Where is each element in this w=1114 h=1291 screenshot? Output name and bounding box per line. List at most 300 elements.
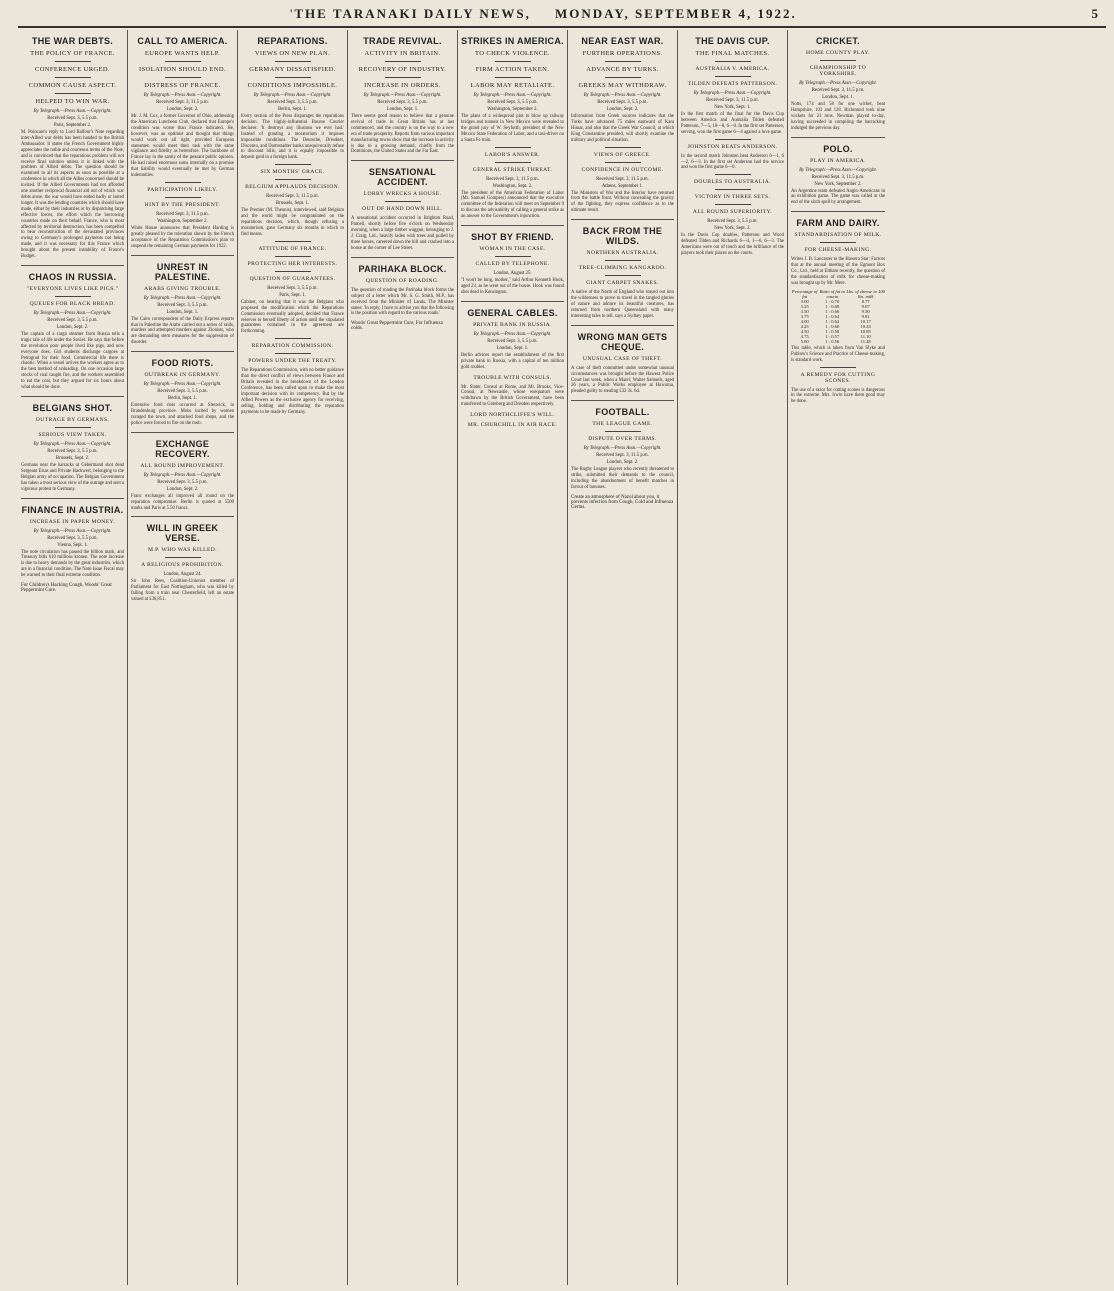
article-body: A case of theft committed under somewhat unusual circumstances was brought before the Hawera Police Court last week, when a Maori, Walter Samuels, aged 26 years, a Public Works employee at Hawarua, pleaded guilty to stealing £32 3s. 6d. — [571, 365, 674, 395]
article-labors-answer — [461, 152, 564, 221]
article-body: A sensational accident occurred in Brighton Road, Parnell, shortly before five o'clock on Wednesday morning, when a large timber waggon, belonging to J. J. Craig, Ltd., heavily laden with trees and pulled by three horses, careered down the hill and crashed into a house at the corner of Lee Street. — [351, 216, 454, 251]
table-cell: 5.00 — [800, 338, 809, 344]
subheading: QUESTION OF GUARANTEES. — [249, 275, 336, 282]
advertisement: Woods' Great Peppermint Cure, For Influenza colds. — [351, 321, 443, 332]
received-line: Received Sept. 3, 5.5 p.m. — [267, 285, 318, 291]
subheading: HINT BY THE PRESIDENT. — [144, 201, 221, 208]
article-participation — [131, 187, 234, 250]
article-davis-cup — [681, 36, 784, 136]
credit-line: By Telegraph.—Press Assn.—Copyright. — [583, 446, 662, 452]
subheading: INCREASE IN PAPER MONEY. — [29, 518, 116, 525]
masthead — [0, 6, 1114, 20]
divider — [21, 498, 124, 499]
column-5 — [458, 30, 568, 1285]
column-1 — [18, 30, 128, 1285]
table-cell: 1 : 0.56 — [825, 338, 840, 344]
table-cell: 1 : 0.70 — [825, 298, 840, 304]
subheading: CHAMPIONSHIP TO YORKSHIRE. — [809, 65, 867, 77]
headline: FOOD RIOTS. — [151, 358, 214, 369]
received-line: Received Sept. 3, 11.5 p.m. — [596, 453, 649, 459]
received-line: Received Sept. 3, 5.5 p.m. — [597, 100, 648, 105]
separator — [820, 242, 856, 243]
divider — [131, 516, 234, 517]
separator — [275, 256, 311, 257]
separator — [605, 260, 641, 261]
subheading: VIEWS OF GREECE. — [593, 151, 652, 158]
subheading: THE POLICY OF FRANCE. — [30, 50, 115, 57]
dateline: Berlin, Sept. 1. — [278, 107, 307, 112]
received-line: Received Sept. 3, 5.5 p.m. — [157, 389, 208, 395]
dateline: Brussels, Sept. 1. — [275, 201, 310, 207]
article-reparation-commission — [241, 343, 344, 415]
headline: PARIHAKA BLOCK. — [358, 263, 447, 274]
dateline: London, Sept. 2. — [166, 107, 199, 112]
separator — [715, 76, 751, 77]
subheading: PRIVATE BANK IN RUSSIA. — [473, 321, 552, 328]
subheading: THE LEAGUE GAME. — [592, 421, 653, 428]
subheading: TILDEN DEFEATS PATTERSON. — [687, 81, 778, 87]
table-cell: 3.00 — [800, 298, 809, 304]
received-line: Received Sept. 3, 5.5 p.m. — [157, 302, 208, 308]
article-body: Extensive food riots occurred at Sleswick, in Brandenburg province. Mobs incited by women ravaged the town, and attacked food shops, and the police were forced to fire on the mob. — [131, 403, 234, 426]
headline: CRICKET. — [816, 36, 860, 46]
dateline: Athens, September 1. — [601, 183, 644, 189]
dateline: London, Sept. 1. — [822, 95, 854, 100]
divider — [461, 301, 564, 302]
dateline: London, Sept. 1. — [496, 345, 529, 351]
dateline: New York, Sept. 1. — [714, 105, 751, 110]
subheading: OUTBREAK IN GERMANY. — [144, 372, 221, 379]
dateline: London, Sept. 1. — [386, 107, 419, 112]
article-body: Mr. J. M. Cox, a former Governor of Ohio, addressing the American Luncheon Club, declared that Europe's condition was worse than France indicated. He, however, was an optimist and thought that things would work out all right, provided European statesmen would meet their task with the same vigilance and fidelity as heretofore. The backbone of France lay in the sanity of the peasant public opinion. He had raised enormous sums internally on a promise that liability would eventually be met by German indemnities. — [131, 114, 234, 179]
subheading: COMMON CAUSE ASPECT. — [28, 82, 117, 89]
cheese-yield-table — [791, 289, 885, 344]
headline: FARM AND DAIRY. — [796, 218, 880, 229]
page-number: 5 — [1091, 6, 1100, 21]
received-line: Received Sept. 3, 5.5 p.m. — [47, 449, 98, 454]
article-body: "I won't be long, mother," said Arthur Kenneth Hook, aged 23, as he went out of the house. Hook was found shot dead in Kensington. — [461, 278, 564, 295]
subheading: ACTIVITY IN BRITAIN. — [364, 50, 441, 57]
subheading: PLAY IN AMERICA. — [810, 157, 866, 164]
subheading: WOMAN IN THE CASE. — [479, 246, 546, 253]
dateline: Berlin, Sept. 1. — [168, 396, 197, 402]
headline: POLO. — [823, 143, 853, 154]
subheading: ALL ROUND IMPROVEMENT. — [140, 462, 225, 469]
separator — [715, 61, 751, 62]
article-body: The captain of a cargo steamer from Russia tells a tragic tale of life under the Soviet. He says that before the revolution poor people lived like pigs, and now everyone does. Girl students discharge cargoes at Petrograd for their food. Commercial life there is chaotic. When a vessel arrives the workers agree as to the best method of unloading. On one occasion large stocks of coal caught fire, and the workers assembled to eat the coal, but they argued for six hours about what should be done. — [21, 331, 124, 391]
article-body: Sir John Rees, Coalition-Unionist member of Parliament for East Nottingham, who was killed by falling from a train near Chesterfield, left an estate valued at £36,851. — [131, 579, 234, 603]
dateline: Washington, Sept. 2. — [492, 183, 533, 189]
table-cell: 3.50 — [800, 308, 809, 314]
credit-line: By Telegraph.—Press Assn.—Copyright. — [33, 442, 112, 447]
article-farm-and-dairy — [791, 218, 885, 363]
article-doubles — [681, 179, 784, 257]
article-near-east-war — [571, 36, 674, 144]
separator — [715, 204, 751, 205]
subheading: TREE-CLIMBING KANGAROO. — [578, 265, 667, 272]
headline: SHOT BY FRIEND. — [471, 232, 554, 243]
separator — [55, 296, 91, 297]
column-4 — [348, 30, 458, 1285]
subheading: AUSTRALIA V. AMERICA. — [695, 66, 770, 72]
dateline: London, Sept. 2. — [606, 460, 639, 466]
received-line: Received Sept. 3, 5.5 p.m. — [487, 338, 538, 344]
headline: CHAOS IN RUSSIA. — [28, 271, 117, 282]
masthead-rule — [18, 26, 1106, 28]
credit-line: By Telegraph.—Press Assn.—Copyright. — [363, 93, 442, 98]
article-six-months-grace — [241, 169, 344, 238]
separator — [275, 353, 311, 354]
headline: REPARATIONS. — [257, 36, 328, 46]
divider — [791, 211, 885, 212]
article-body: The Cairo correspondent of the Daily Express reports that in Palestine the Arabs carried out a series of raids, murders and attempted murders against Zionists, who are demanding stern measures for the suppression of disorder. — [131, 316, 234, 346]
separator — [715, 139, 751, 140]
headline: WRONG MAN GETS CHEQUE. — [577, 331, 668, 352]
table-cell: 1 : 0.57 — [825, 333, 840, 339]
table-header: Ratio of fat to casein — [819, 288, 846, 299]
article-belgians-shot — [21, 403, 124, 493]
article-war-debts — [21, 36, 124, 260]
separator — [385, 61, 421, 62]
article-body: White House announces that President Harding is greatly pleased by the toleration shown by the French acceptance of the Reparation Commission's plan to suspend the remaining German payments for 1922. — [131, 225, 234, 249]
subheading: LORRY WRECKS A HOUSE. — [363, 191, 442, 198]
dateline: London, August 24. — [163, 572, 202, 578]
subheading: QUESTION OF ROADING. — [365, 277, 440, 284]
table-cell: 9.07 — [861, 303, 870, 309]
article-body: Information from Greek sources indicates that the Turks have advanced 75 miles eastward of Kara Hissar, and also that the Greek War Council, at which King Constantine presided, will shortly examine the military and political situation. — [571, 114, 674, 143]
subheading: LABOR'S ANSWER. — [484, 151, 541, 158]
subheading: CONFIDENCE IN OUTCOME. — [581, 166, 664, 173]
subheading: LABOR MAY RETALIATE. — [470, 82, 555, 89]
table-row — [791, 339, 885, 344]
received-line: Received Sept. 3, 5.5 p.m. — [707, 219, 758, 225]
table-cell: 4.00 — [800, 318, 809, 324]
headline: FOOTBALL. — [595, 407, 650, 418]
subheading: ARABS GIVING TROUBLE. — [144, 285, 221, 292]
subheading: JOHNSTON BEATS ANDERSON. — [687, 143, 778, 150]
subheading: THE FINAL MATCHES. — [695, 50, 770, 57]
headline: TRADE REVIVAL. — [363, 36, 442, 46]
article-body: Berlin advices report the establishment of the first private bank in Russia, with a capital of ten million gold roubles. — [461, 352, 564, 370]
headline: STRIKES IN AMERICA. — [461, 36, 564, 46]
subheading: VIEWS ON NEW PLAN. — [254, 50, 331, 57]
credit-line: By Telegraph.—Press Assn.—Copyright. — [33, 310, 112, 316]
article-body: A native of the North of England who stayed out into the wilderness to prove to travel in the tangled glories of nature and admire its beautiful creatures, has returned from northern Queensland with many interesting tales to tell, says a Sydney paper. — [571, 290, 674, 319]
article-body: An Argentine team defeated Anglo-Americans in an exhibition game. The game was called at the end of the sixth spell by arrangement. — [791, 188, 885, 206]
table-cell: 4.50 — [800, 328, 809, 334]
subheading: INCREASE IN ORDERS. — [364, 82, 441, 89]
article-body: The question of roading the Parihaka block forms the subject of a letter which Mr. S. G. Smith, M.P., has received from the Minister of Lands. The Minister states: 'In reply, I have to advise you that the following is the position with regard to the various roads.' — [351, 287, 454, 317]
article-body: Every section of the Press disparages the reparations decision. The highly-influential Bourse Courier declares: 'It destroys any illusions we ever had.' Instead of granting a moratorium it imposes impossible conditions. The Deutsche, Dresdner, Disconto, and Darmstadter banks unequivocally refuse to discount bills, and it is equally impossible to deposit gold in a foreign bank. — [241, 114, 344, 161]
table-header-row — [791, 289, 885, 299]
credit-line: By Telegraph.—Press Assn.—Copyright. — [33, 528, 112, 534]
subheading: M.P. WHO WAS KILLED. — [147, 547, 217, 554]
subheading: DISPUTE OVER TERMS. — [588, 436, 657, 443]
received-line: Received Sept. 3, 11.5 p.m. — [156, 211, 209, 217]
separator — [275, 179, 311, 180]
subheading: CALLED BY TELEPHONE. — [475, 261, 550, 268]
subheading: GIANT CARPET SNAKES. — [586, 280, 659, 287]
subheading: A REMEDY FOR CUTTING SCONES. — [800, 371, 876, 384]
subheading: HOME COUNTY PLAY. — [806, 50, 870, 56]
table-cell: 9.81 — [861, 313, 870, 319]
separator — [495, 147, 531, 148]
credit-line: By Telegraph.—Press Assn.—Copyright. — [799, 81, 877, 86]
dateline: London, August 25. — [493, 271, 532, 277]
table-cell: 1 : 0.66 — [825, 308, 840, 314]
headline: WILL IN GREEK VERSE. — [146, 523, 219, 544]
received-line: Received Sept. 3, 5.5 p.m. — [487, 100, 538, 105]
subheading: "EVERYONE LIVES LIKE PIGS." — [26, 285, 119, 292]
separator — [605, 275, 641, 276]
table-cell: 1 : 0.62 — [825, 318, 840, 324]
dateline: Paris, Sept. 1. — [279, 292, 306, 298]
article-sensational-accident — [351, 167, 454, 251]
article-trade-revival — [351, 36, 454, 155]
separator — [495, 256, 531, 257]
received-line: Received Sept. 3, 11.5 p.m. — [706, 98, 759, 103]
separator — [385, 77, 421, 78]
article-body: The Rugby League players who recently threatened to strike, submitted their demands to the council, including the abandonment of benefit matches in favour of bonuses. — [571, 467, 674, 490]
column-6 — [568, 30, 678, 1285]
article-body: The president of the American Federation of Labor (Mr. Samuel Gompers) announced that the executive committee of the federation will meet on September 9 to discuss the advisability of calling a general strike as an answer to the Government's injunction. — [461, 190, 564, 220]
article-reparations — [241, 36, 344, 161]
separator — [605, 162, 641, 163]
table-cell: 11.10 — [860, 333, 871, 339]
credit-line: By Telegraph.—Press Assn.—Copyright. — [143, 382, 222, 388]
article-body: M. Poincare's reply to Lord Balfour's Note regarding inter-Allied war debts has been handed to the British Ambassador. It states the French Government highly appreciates the noble and courteous terms of the Note, and is convinced that the reparations problem will not receive final solution unless it is linked with the problem of Allied debts. The question should be examined in all its aspects as soon as possible at a conference in which all the Allies concerned should be invited. If the Allied Governments had not afforded one another reciprocal financial aid out of which war debts arose, the war would have ended badly or lasted longer. It was the lending countries which should have made, either by their industries or by dispatching large effective forces, the effort which the borrowing countries made on their behalf. France, who is most affected by territorial destruction, has been compelled to bear reconstruction of the devastated provinces owing to Germany's prolonged payments not being made, and it was necessary for this France which brought about the present instability of France's Budget. — [21, 130, 124, 260]
subheading: REPARATION COMMISSION. — [251, 343, 334, 350]
subheading: SIX MONTHS' GRACE. — [260, 169, 325, 176]
separator — [820, 367, 856, 368]
dateline: London, Sept. 1. — [166, 309, 199, 315]
divider — [131, 351, 234, 352]
column-3 — [238, 30, 348, 1285]
subheading: HELPED TO WIN WAR. — [35, 98, 110, 105]
headline: UNREST IN PALESTINE. — [154, 261, 211, 282]
separator — [165, 182, 201, 183]
credit-line: By Telegraph.—Press Assn.—Copyright. — [143, 93, 222, 98]
dateline: Washington, September 2. — [487, 107, 538, 112]
credit-line: By Telegraph.—Press Assn.—Copyright. — [583, 93, 662, 98]
subheading: OUT OF HAND DOWN HILL. — [362, 206, 443, 213]
headline: SENSATIONAL ACCIDENT. — [368, 167, 437, 188]
advertisement: For Children's Hacking Cough, Woods' Great Peppermint Cure. — [21, 583, 112, 594]
table-cell: 1 : 0.64 — [825, 313, 840, 319]
subheading: FOR CHEESE-MAKING. — [804, 247, 872, 254]
headline: EXCHANGE RECOVERY. — [155, 438, 210, 459]
article-body: Germans near the barracks at Gebermand shot dead Sergeant Elsas and Private Hackwert, belonging to the Belgian army of occupation. The Belgian Government has taken a most serious view of the outrage and sent a vigorous protest to Germany. — [21, 463, 124, 492]
article-body: There seems good reason to believe that a genuine revival of trade in Great Britain has at last commenced, and the country is on the way to a new era of trade prosperity. Reports from various important manufacturing towns show that the increase in activity is due to a growing demand, chiefly from the Dominions, the United States and the Far East. — [351, 114, 454, 155]
credit-line: By Telegraph.—Press Assn.—Copyright. — [799, 167, 877, 173]
received-line: Received Sept. 3, 5.5 p.m. — [47, 535, 98, 541]
article-body: The use of a razor for cutting scones is dangerous in the extreme. Mrs. Irwin have them good may be done. — [791, 387, 885, 405]
separator — [275, 61, 311, 62]
article-body: Writes J. B. Lancaster to the Hawera Star: Factors that at the annual meeting of the Egmont Box Co., Ltd., held at Eltham recently, the question of the standardisation of milk for cheese-making was brought up by Mr. Mere. — [791, 257, 885, 286]
received-line: Received Sept. 3, 5.5 p.m. — [47, 317, 98, 323]
article-exchange-recovery — [131, 439, 234, 512]
subheading: CONFERENCE URGED. — [34, 66, 111, 73]
subheading: BELGIUM APPLAUDS DECISION. — [245, 184, 340, 191]
subheading: A RELIGIOUS PROHIBITION. — [141, 562, 224, 569]
received-line: Received Sept. 3, 5.5 p.m. — [157, 479, 208, 485]
separator — [605, 431, 641, 432]
subheading: OUTRAGE BY GERMANS. — [35, 417, 110, 423]
subheading: FURTHER OPERATIONS. — [582, 50, 663, 57]
article-body: The plans of a widespread plot to blow up railway bridges and tunnels in New Mexico were revealed to the grand jury of W. Seyforth, president of the New Mexico State Federation of Labor, and a taxi-driver on a Santa Fe train. — [461, 114, 564, 143]
headline: THE DAVIS CUP. — [695, 36, 770, 46]
column-7 — [678, 30, 788, 1285]
article-body: In the Davis Cup doubles, Patterson and Wood defeated Tilden and Richards 6—4, 1—6, 6—3. The Americans were out of touch and the brilliance of the players took their places on the courts. — [681, 233, 784, 257]
credit-line: By Telegraph.—Press Assn.—Copyright. — [473, 93, 552, 98]
separator — [275, 271, 311, 272]
separator — [55, 427, 91, 428]
article-body: Franc exchanges all improved all round on the reparation compromise. Berlin is quoted at 5500 marks and Paris at 5.50 francs. — [131, 493, 234, 511]
received-line: Received Sept. 3, 11.5 p.m. — [266, 194, 319, 200]
article-body: In the second match Johnston beat Anderson 6—1, 6—2, 6—3. In the first set Anderson had the service and won the first game 6—0. — [681, 153, 784, 171]
article-body: The Premier (M. Theunis), interviewed, said Belgium and the world might be congratulated on the reparations decision, which, though refusing a moratorium, gave Germany six months in which to find means. — [241, 208, 344, 237]
separator — [820, 60, 856, 61]
subheading: LORD NORTHCLIFFE'S WILL. — [470, 412, 555, 419]
article-body: The Ministers of War and the Interior have returned from the battle front. Without concealing the gravity of the fighting, they express confidence as to the ultimate result. — [571, 190, 674, 214]
table-cell: 8.77 — [861, 298, 870, 304]
separator — [605, 77, 641, 78]
column-2 — [128, 30, 238, 1285]
subheading: PARTICIPATION LIKELY. — [147, 186, 218, 193]
article-chaos-russia — [21, 272, 124, 391]
subheading: ATTITUDE OF FRANCE. — [258, 245, 327, 252]
article-will-greek-verse — [131, 523, 234, 603]
separator — [715, 174, 751, 175]
article-general-cables — [461, 308, 564, 428]
article-finance-austria — [21, 505, 124, 594]
divider — [571, 400, 674, 401]
credit-line: By Telegraph.—Press Assn.—Copyright. — [473, 331, 552, 337]
received-line: Received Sept. 3, 11.5 p.m. — [811, 174, 865, 180]
table-header: Percentage of fat — [791, 288, 818, 299]
dateline: London, Sept. 2. — [56, 324, 89, 330]
dateline: Vienna, Sept. 1. — [57, 542, 88, 548]
divider — [131, 432, 234, 433]
article-polo — [791, 144, 885, 207]
separator — [55, 93, 91, 94]
separator — [55, 77, 91, 78]
masthead-title: 'THE TARANAKI DAILY NEWS, — [290, 6, 531, 21]
table-cell: 4.25 — [800, 323, 809, 329]
subheading: SERIOUS VIEW TAKEN. — [38, 432, 107, 438]
separator — [385, 201, 421, 202]
subheading: UNUSUAL CASE OF THEFT. — [582, 355, 663, 362]
article-body: In the first match of the final for the Davis Cup between America and Australia Tilden defeated Patterson, 7—5, 10—8, 6—0. In the first set Patterson, serving, won the first game 6—4 against a love game. — [681, 112, 784, 135]
table-cell: 4.75 — [800, 333, 809, 339]
masthead-date: MONDAY, SEPTEMBER 4, 1922. — [555, 6, 797, 21]
table-cell: 1 : 0.60 — [825, 323, 840, 329]
separator — [275, 164, 311, 165]
dateline: Paris, September 2. — [53, 123, 92, 128]
table-cell: 1 : 0.58 — [825, 328, 840, 334]
table-cell: 10.43 — [860, 323, 871, 329]
table-header: Lbs. of cheese to 100 lbs. milk — [846, 288, 885, 299]
article-body: The note circulation has passed the billion mark, and Treasury bills 610 millions kronen. The note increase is due to heavy demands by the great industries, which are in a financial condition. The Note Issue Fiscal may be warned to their final extreme condition. — [21, 549, 124, 579]
table-cell: 11.48 — [860, 338, 871, 344]
subheading: ALL ROUND SUPERIORITY. — [692, 209, 773, 216]
subheading: RECOVERY OF INDUSTRY. — [358, 66, 447, 73]
divider — [351, 257, 454, 258]
table-cell: 3.25 — [800, 303, 809, 309]
article-cricket — [791, 36, 885, 132]
dateline: London, Sept. 2. — [166, 486, 199, 492]
article-strikes-america — [461, 36, 564, 144]
subheading: ADVANCE BY TURKS. — [586, 66, 659, 73]
separator — [275, 338, 311, 339]
dateline: Brussels, Sept. 2. — [55, 456, 90, 461]
divider — [461, 225, 564, 226]
subheading: QUEUES FOR BLACK BREAD. — [29, 300, 116, 307]
dateline: London, Sept. 2. — [606, 107, 639, 112]
article-food-riots — [131, 358, 234, 427]
subheading: POWERS UNDER THE TREATY. — [248, 358, 337, 365]
article-cutting-scones — [791, 372, 885, 406]
subheading: MR. CHURCHILL IN AIR RACE. — [467, 422, 558, 429]
separator — [275, 77, 311, 78]
article-body: Mr. Slater, Consul at Rome, and Mr. Brooks, Vice-Consul, at Newcastle, whose exequaturs were withdrawn by the British Government, have been transferred to Goteborg and Dresden respectively. — [461, 384, 564, 408]
divider — [351, 160, 454, 161]
article-call-to-america — [131, 36, 234, 179]
article-unrest-palestine — [131, 262, 234, 347]
column-8 — [788, 30, 888, 1285]
separator — [165, 77, 201, 78]
headline: GENERAL CABLES. — [467, 307, 558, 318]
columns — [18, 30, 1108, 1285]
subheading: FIRM ACTION TAKEN. — [475, 66, 550, 73]
divider — [571, 325, 674, 326]
separator — [165, 557, 201, 558]
headline: THE WAR DEBTS. — [31, 36, 114, 46]
subheading: NORTHERN AUSTRALIA. — [586, 250, 659, 257]
separator — [495, 61, 531, 62]
subheading: VICTORY IN THREE SETS. — [694, 194, 771, 201]
separator — [495, 162, 531, 163]
article-parihaka-block — [351, 264, 454, 332]
subheading: GENERAL STRIKE THREAT. — [472, 166, 553, 173]
received-line: Received Sept. 3, 5.5 p.m. — [47, 116, 98, 121]
subheading: DOUBLES TO AUSTRALIA. — [693, 179, 772, 186]
separator — [55, 61, 91, 62]
headline: BELGIANS SHOT. — [32, 403, 113, 413]
article-shot-by-friend — [461, 232, 564, 296]
received-line: Received Sept. 3, 11.5 p.m. — [156, 100, 209, 105]
divider — [791, 137, 885, 138]
divider — [21, 265, 124, 266]
headline: NEAR EAST WAR. — [581, 36, 664, 46]
article-attitude-france — [241, 246, 344, 335]
credit-line: By Telegraph.—Press Assn.—Copyright. — [33, 109, 112, 114]
dateline: New York, Sept. 2. — [714, 226, 751, 232]
separator — [165, 61, 201, 62]
subheading: PROTECTING HER INTERESTS. — [247, 260, 338, 267]
received-line: Received Sept. 3, 5.5 p.m. — [267, 100, 318, 105]
table-cell: 3.75 — [800, 313, 809, 319]
received-line: Received Sept. 3, 11.5 p.m. — [811, 88, 865, 93]
article-football — [571, 407, 674, 510]
received-line: Received Sept. 3, 11.5 p.m. — [596, 176, 649, 182]
article-back-from-wilds — [571, 226, 674, 320]
table-cell: 10.85 — [860, 328, 871, 334]
subheading: TROUBLE WITH CONSULS. — [473, 374, 552, 381]
subheading: GREEKS MAY WITHDRAW. — [578, 82, 667, 89]
separator — [275, 241, 311, 242]
headline: FINANCE IN AUSTRIA. — [21, 504, 124, 515]
